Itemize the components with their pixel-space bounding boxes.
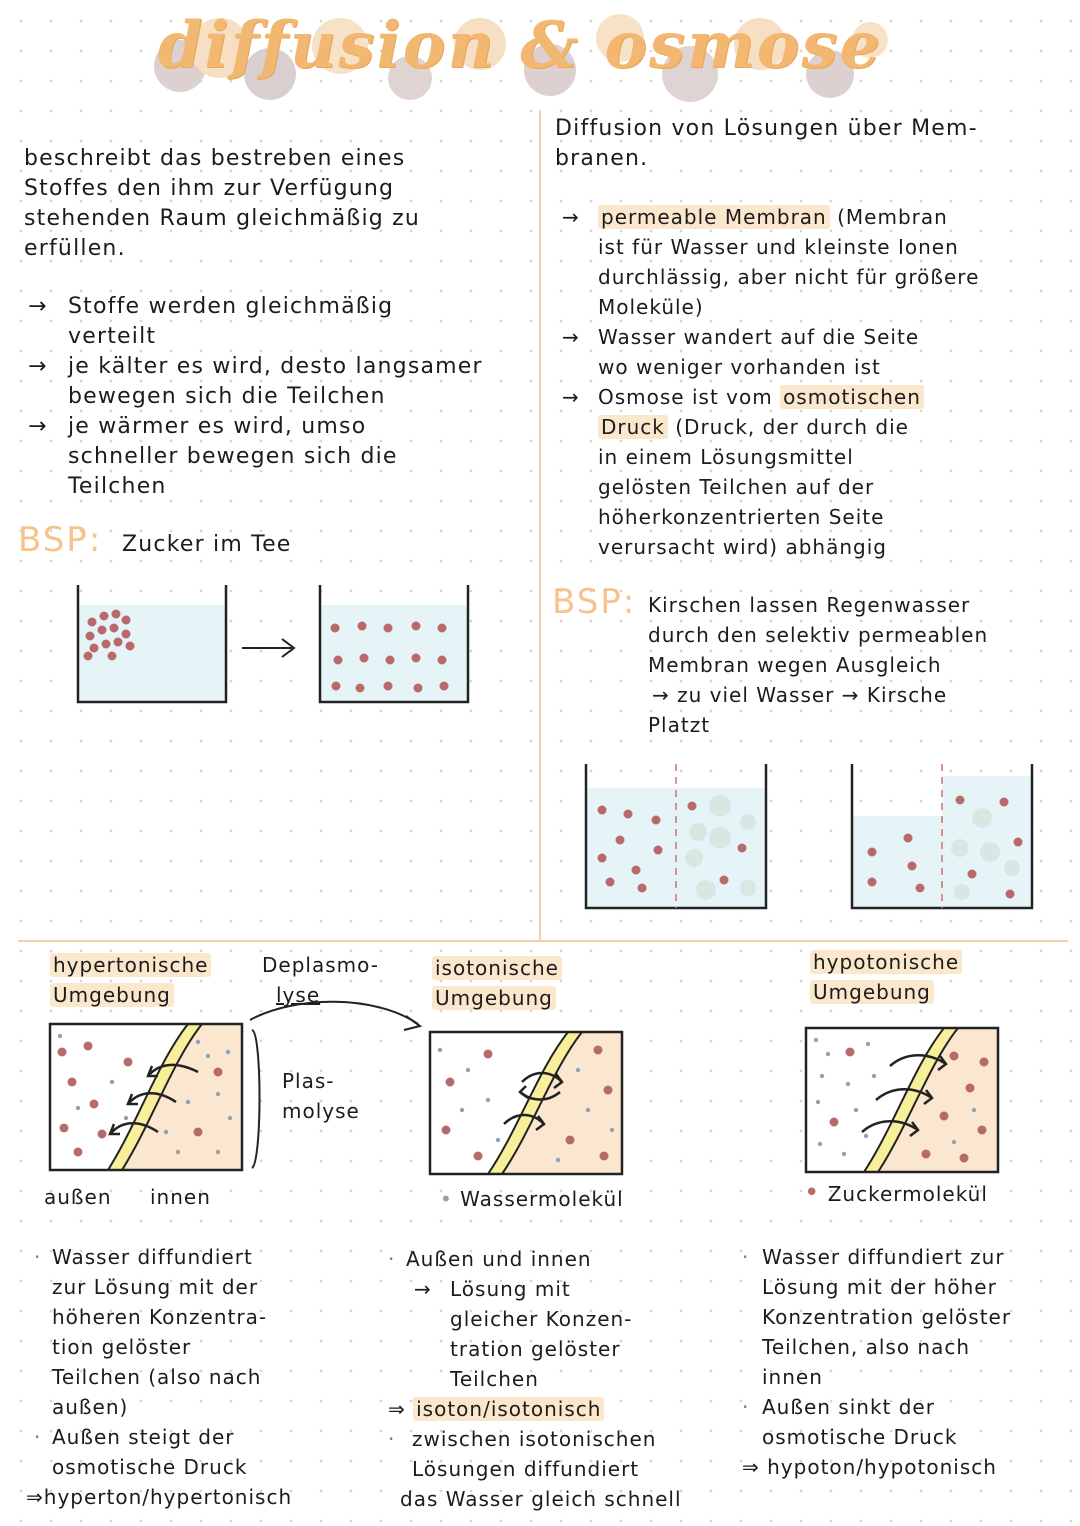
hypertonic-text	[26, 1242, 374, 1512]
text-line: gelösten Teilchen auf der	[598, 475, 875, 499]
arrow-icon: →	[562, 205, 580, 229]
text-line: je wärmer es wird, umso	[68, 414, 367, 439]
text-line: Wasser wandert auf die Seite	[598, 325, 920, 349]
label-plasmolyse	[282, 1066, 360, 1126]
text-line: bewegen sich die Teilchen	[68, 384, 386, 409]
text-line: Deplasmo-	[262, 953, 379, 977]
page-title: diffusion & osmose	[157, 8, 883, 83]
highlight-text: isotonische	[432, 956, 562, 980]
text-line: innen	[762, 1365, 823, 1389]
arrow-icon: →	[562, 325, 580, 349]
diffusion-points	[28, 292, 533, 502]
text-line: wo weniger vorhanden ist	[598, 355, 881, 379]
text-line: Lösung mit der höher	[762, 1275, 997, 1299]
text-line: lyse	[276, 983, 321, 1007]
text-line: erfüllen.	[24, 236, 126, 261]
text-line: branen.	[555, 146, 649, 171]
arrow-icon: →	[28, 354, 48, 379]
label-isotonic	[432, 953, 562, 1013]
text-line: Konzentration gelöster	[762, 1305, 1012, 1329]
legend-water	[440, 1184, 624, 1214]
list-item	[28, 412, 533, 502]
arrow-icon: →	[28, 294, 48, 319]
list-item	[562, 202, 1072, 322]
hypotonic-text	[742, 1242, 1072, 1482]
cell-diagram-isotonic	[428, 1030, 628, 1178]
bullet-icon: ·	[742, 1245, 750, 1269]
list-item	[562, 382, 1072, 562]
text-line: Lösungen diffundiert	[412, 1457, 640, 1481]
arrow-icon	[242, 639, 294, 657]
text-line: das Wasser gleich schnell	[400, 1487, 682, 1511]
bullet-icon: ·	[34, 1425, 42, 1449]
text-span: Zuckermolekül	[827, 1182, 988, 1206]
text-span: (Membran	[829, 205, 948, 229]
highlight-text: Umgebung	[810, 980, 934, 1004]
result-line	[742, 1452, 1072, 1482]
result-line	[26, 1482, 374, 1512]
text-line: verursacht wird) abhängig	[598, 535, 887, 559]
list-item	[34, 1242, 374, 1422]
text-line: Platzt	[648, 713, 711, 737]
highlight-text: Umgebung	[50, 983, 174, 1007]
bsp-label-osmose: BSP:	[552, 582, 637, 622]
highlight-text: Druck	[598, 415, 668, 439]
cell-diagram-hypertonic	[48, 1022, 268, 1174]
bsp-text-diffusion: Zucker im Tee	[122, 532, 292, 557]
double-arrow-icon: ⇒	[742, 1455, 768, 1479]
text-line: gleicher Konzen-	[450, 1307, 633, 1331]
text-span: Kirsche	[866, 683, 948, 707]
text-line: höherkonzentrierten Seite	[598, 505, 885, 529]
text-span: Osmose ist vom	[598, 385, 781, 409]
list-item	[28, 292, 533, 352]
text-line: Membran wegen Ausgleich	[648, 653, 942, 677]
vertical-divider	[539, 110, 541, 940]
text-line: Außen und innen	[406, 1247, 592, 1271]
text-line: schneller bewegen sich die	[68, 444, 398, 469]
list-item	[742, 1392, 1072, 1452]
text-line: Kirschen lassen Regenwasser	[648, 593, 971, 617]
text-line: ist für Wasser und kleinste Ionen	[598, 235, 959, 259]
text-line: Lösung mit	[450, 1277, 571, 1301]
text-line: außen)	[52, 1395, 129, 1419]
text-line	[648, 680, 1078, 710]
highlight-text: osmotischen	[780, 385, 924, 409]
list-item	[388, 1244, 728, 1274]
bullet-icon: ·	[742, 1395, 750, 1419]
title-banner	[150, 8, 890, 100]
text-line: tration gelöster	[450, 1337, 621, 1361]
label-hypertonic	[50, 950, 211, 1010]
text-span: (Druck, der durch die	[667, 415, 909, 439]
text-span: hypoton/hypotonisch	[767, 1455, 997, 1479]
highlight-text: permeable Membran	[598, 205, 830, 229]
arrow-icon: →	[414, 1277, 432, 1301]
list-item	[742, 1242, 1072, 1392]
text-line: Teilchen, also nach	[762, 1335, 971, 1359]
sugar-dot-icon: •	[804, 1178, 821, 1208]
text-line: Stoffe werden gleichmäßig	[68, 294, 394, 319]
horizontal-divider	[18, 940, 1068, 942]
list-item	[34, 1422, 374, 1482]
text-line: Teilchen	[68, 474, 167, 499]
brace-icon	[252, 1030, 260, 1168]
text-span: hyperton/hypertonisch	[43, 1485, 293, 1509]
text-line: Wasser diffundiert	[52, 1245, 253, 1269]
text-line: zur Lösung mit der	[52, 1275, 259, 1299]
result-line	[388, 1394, 728, 1424]
list-item	[388, 1274, 728, 1394]
water-dot-icon: •	[440, 1187, 453, 1211]
arrow-icon: →	[562, 385, 580, 409]
bullet-icon: ·	[388, 1427, 396, 1451]
text-line: Diffusion von Lösungen über Mem-	[555, 116, 978, 141]
text-line: zwischen isotonischen	[412, 1427, 657, 1451]
cell-diagram-hypotonic	[804, 1026, 1004, 1176]
text-line: Außen steigt der	[52, 1425, 235, 1449]
text-line: Teilchen (also nach	[52, 1365, 262, 1389]
text-line: je kälter es wird, desto langsamer	[68, 354, 483, 379]
text-line: tion gelöster	[52, 1335, 192, 1359]
osmose-points	[562, 202, 1072, 562]
text-line: in einem Lösungsmittel	[598, 445, 854, 469]
bsp-text-osmose	[648, 590, 1078, 740]
text-line: beschreibt das bestreben eines	[24, 146, 406, 171]
isotonic-text	[388, 1244, 728, 1514]
highlight-text: hypotonische	[810, 950, 962, 974]
arrow-icon: →	[652, 683, 678, 707]
label-innen: innen	[150, 1185, 211, 1209]
text-line: Teilchen	[450, 1367, 539, 1391]
text-line: Plas-	[282, 1069, 335, 1093]
text-line: molyse	[282, 1099, 360, 1123]
text-line: Moleküle)	[598, 295, 704, 319]
highlight-text: Umgebung	[432, 986, 556, 1010]
double-arrow-icon: ⇒	[26, 1485, 44, 1509]
text-line: Außen sinkt der	[762, 1395, 935, 1419]
text-line: verteilt	[68, 324, 157, 349]
double-arrow-icon: ⇒	[388, 1397, 414, 1421]
text-line: osmotische Druck	[762, 1425, 958, 1449]
highlight-text: isoton/isotonisch	[413, 1397, 604, 1421]
arrow-icon: →	[834, 683, 867, 707]
highlight-text: hypertonische	[50, 953, 211, 977]
label-hypotonic	[810, 947, 962, 1007]
bullet-icon: ·	[388, 1247, 396, 1271]
osmose-intro	[555, 114, 1065, 174]
tea-diagram	[70, 580, 480, 710]
text-line: Stoffes den ihm zur Verfügung	[24, 176, 395, 201]
bullet-icon: ·	[34, 1245, 42, 1269]
bsp-label-diffusion: BSP:	[18, 520, 103, 560]
text-line: Wasser diffundiert zur	[762, 1245, 1005, 1269]
text-line: durch den selektiv permeablen	[648, 623, 989, 647]
osmosis-beakers	[580, 758, 1040, 918]
arrow-icon: →	[28, 414, 48, 439]
list-item	[562, 322, 1072, 382]
list-item	[388, 1424, 728, 1514]
legend-sugar	[804, 1178, 988, 1209]
label-aussen: außen	[44, 1185, 112, 1209]
text-line: höheren Konzentra-	[52, 1305, 268, 1329]
text-line: stehenden Raum gleichmäßig zu	[24, 206, 421, 231]
text-line: osmotische Druck	[52, 1455, 248, 1479]
diffusion-definition	[24, 144, 524, 264]
deplasmolyse-arrow-icon	[244, 994, 434, 1040]
text-span: zu viel Wasser	[677, 683, 835, 707]
text-line: durchlässig, aber nicht für größere	[598, 265, 980, 289]
list-item	[28, 352, 533, 412]
text-span: Wassermolekül	[460, 1187, 624, 1211]
